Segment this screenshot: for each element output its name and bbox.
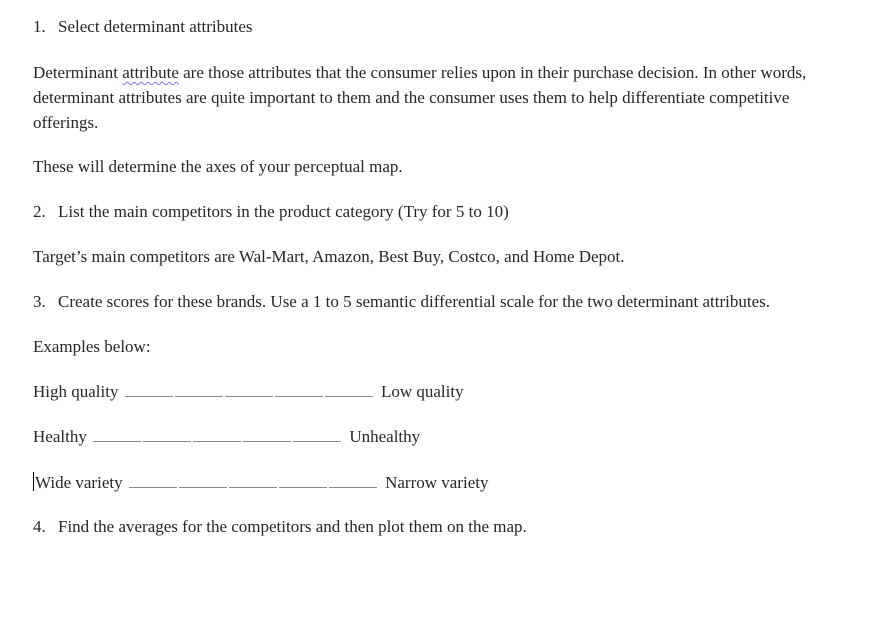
step-4-number: 4. [33,517,46,536]
step-3-number: 3. [33,292,46,311]
scale-blank [125,395,173,397]
scale-left-label: High quality [33,382,119,401]
step-4 [33,517,527,537]
step-2 [33,202,509,222]
scale-left-label: Wide variety [35,473,123,492]
scale-blank [325,395,373,397]
step-2-text: List the main competitors in the product category (Try for 5 to 10) [58,202,509,221]
step-3-text: Create scores for these brands. Use a 1 to 5 semantic differential scale for the two determinant attributes. [58,292,771,311]
scale-blank [275,395,323,397]
scale-blank [329,486,377,488]
scale-blank [143,440,191,442]
scale-blank [129,486,177,488]
step-4-text: Find the averages for the competitors and then plot them on the map. [58,517,527,536]
scale-row [33,472,488,493]
scale-right-label: Narrow variety [385,473,489,492]
axes-note: These will determine the axes of your perceptual map. [33,157,403,176]
scale-right-label: Unhealthy [349,427,421,446]
scale-row [33,382,464,402]
scale-blank [193,440,241,442]
scale-blank [293,440,341,442]
competitors-sentence: Target’s main competitors are Wal-Mart, Amazon, Best Buy, Costco, and Home Depot. [33,247,625,266]
definition-word-determinant: Determinant [33,63,118,82]
scale-blank [175,395,223,397]
scale-right-label: Low quality [380,382,464,401]
step-1-text: Select determinant attributes [58,17,253,36]
step-1-number: 1. [33,17,46,36]
scale-blank [229,486,277,488]
scale-blanks [125,382,375,402]
definition-text: are those attributes that the consumer relies upon in their purchase decision. In other words, determinant attributes are quite important to them and the consumer uses them to help differentiate competitive offerings. [33,63,807,132]
spellcheck-flagged-word[interactable]: attribute [122,63,179,82]
step-2-number: 2. [33,202,46,221]
scale-blank [243,440,291,442]
examples-label: Examples below: [33,337,151,356]
step-3 [33,292,770,312]
definition-paragraph [33,60,823,135]
scale-blanks [93,427,343,447]
text-cursor [33,472,34,491]
scale-blank [279,486,327,488]
scale-blank [225,395,273,397]
scale-blank [179,486,227,488]
scale-blanks [129,473,379,493]
scale-blank [93,440,141,442]
scale-left-label: Healthy [33,427,87,446]
scale-row [33,427,420,447]
step-1 [33,17,253,37]
